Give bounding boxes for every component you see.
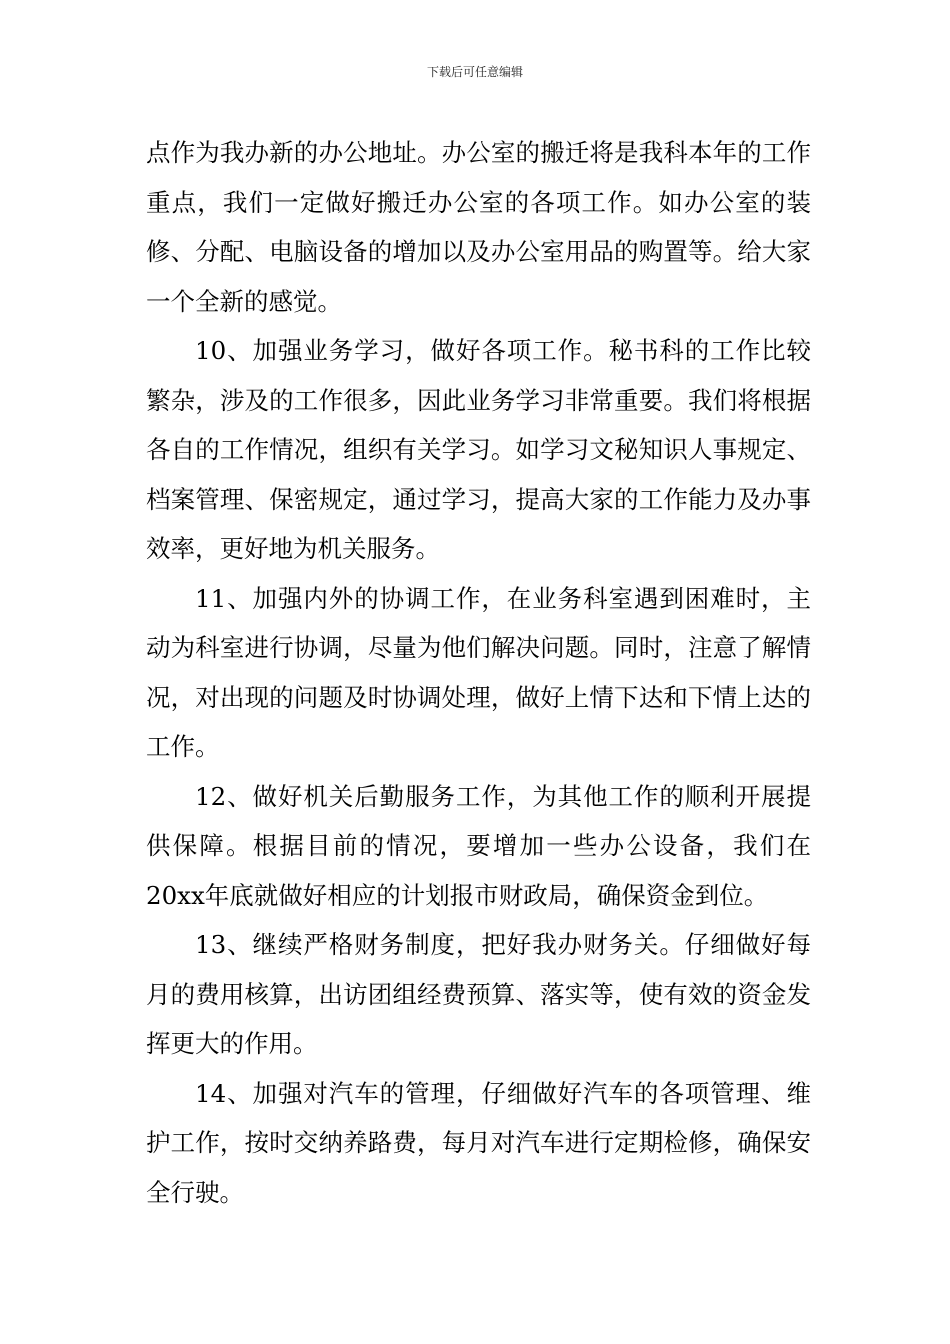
page-header: 下载后可任意编辑	[426, 65, 523, 79]
paragraph-continuation: 点作为我办新的办公地址。办公室的搬迁将是我科本年的工作重点，我们一定做好搬迁办公室的各项工作。如办公室的装修、分配、电脑设备的增加以及办公室用品的购置等。给大家一个全新的感觉。	[146, 138, 811, 316]
document-body	[146, 128, 811, 1217]
paragraph-item-11: 11、加强内外的协调工作，在业务科室遇到困难时，主动为科室进行协调，尽量为他们解决问题。同时，注意了解情况，对出现的问题及时协调处理，做好上情下达和下情上达的工作。	[146, 583, 811, 761]
paragraph-item-10: 10、加强业务学习，做好各项工作。秘书科的工作比较繁杂，涉及的工作很多，因此业务学习非常重要。我们将根据各自的工作情况，组织有关学习。如学习文秘知识人事规定、档案管理、保密规定，通过学习，提高大家的工作能力及办事效率，更好地为机关服务。	[146, 336, 811, 563]
paragraph-item-14: 14、加强对汽车的管理，仔细做好汽车的各项管理、维护工作，按时交纳养路费，每月对汽车进行定期检修，确保安全行驶。	[146, 1078, 811, 1207]
paragraph-item-12: 12、做好机关后勤服务工作，为其他工作的顺利开展提供保障。根据目前的情况，要增加一些办公设备，我们在20xx年底就做好相应的计划报市财政局，确保资金到位。	[146, 781, 811, 910]
paragraph-item-13: 13、继续严格财务制度，把好我办财务关。仔细做好每月的费用核算，出访团组经费预算、落实等，使有效的资金发挥更大的作用。	[146, 930, 811, 1058]
